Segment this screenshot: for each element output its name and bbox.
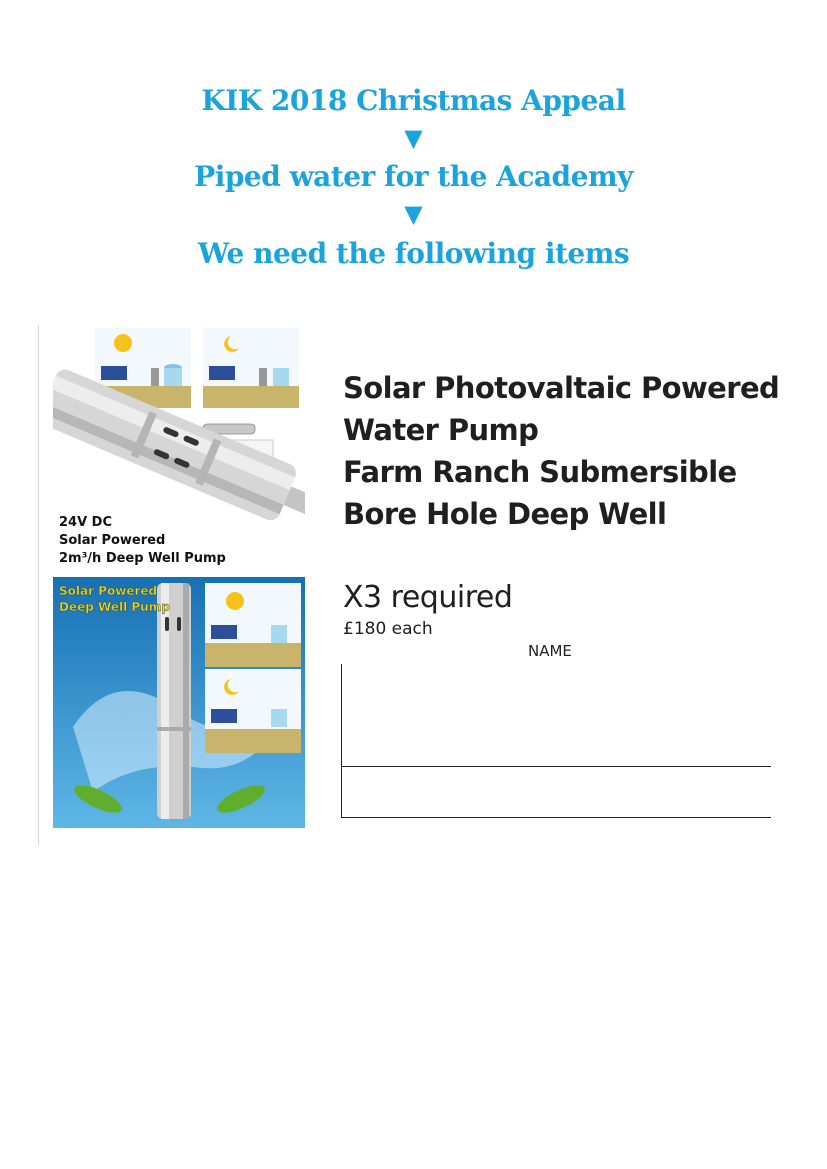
product-title-line: Farm Ranch Submersible [343, 455, 737, 489]
pump-image-top [53, 328, 305, 572]
image-top-caption-1: 24V DC [59, 515, 113, 530]
product-title [343, 367, 793, 535]
product-title-line: Solar Photovaltaic Powered [343, 371, 780, 405]
quantity-required: X3 required [343, 580, 513, 615]
image-bottom-caption-1: Solar Powered [59, 584, 158, 598]
product-title-line: Bore Hole Deep Well [343, 497, 667, 531]
appeal-subtitle: Piped water for the Academy [194, 160, 633, 193]
down-arrow-icon: ▼ [404, 123, 423, 152]
pump-image-bottom [53, 577, 305, 828]
product-title-line: Water Pump [343, 413, 539, 447]
image-top-caption-3: 2m³/h Deep Well Pump [59, 551, 226, 566]
name-label: NAME [528, 642, 572, 660]
left-margin-rule [38, 325, 39, 845]
image-bottom-caption-2: Deep Well Pump [59, 600, 170, 614]
name-box-left-border [341, 664, 342, 818]
unit-price: £180 each [343, 619, 433, 639]
name-field-line-1[interactable] [341, 766, 771, 767]
appeal-request: We need the following items [197, 237, 630, 270]
name-field-line-2[interactable] [341, 817, 771, 818]
down-arrow-icon: ▼ [404, 199, 423, 228]
appeal-title: KIK 2018 Christmas Appeal [201, 84, 626, 117]
image-top-caption-2: Solar Powered [59, 533, 166, 548]
